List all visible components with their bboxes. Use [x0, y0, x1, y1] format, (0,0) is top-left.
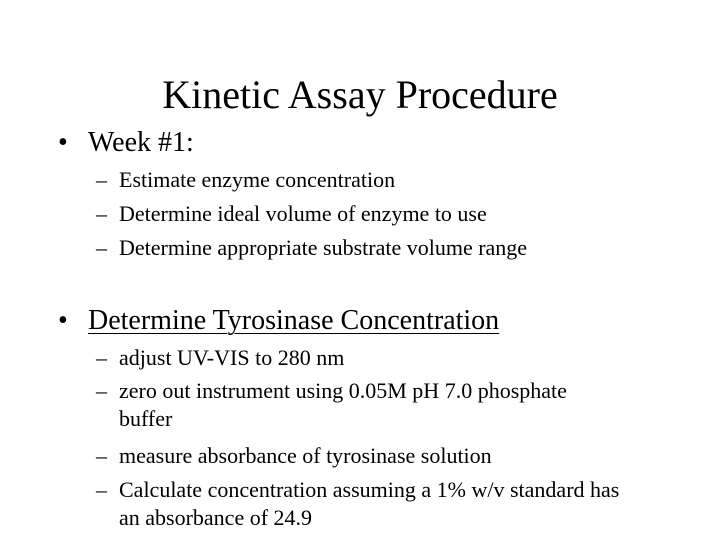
sub-item — [96, 442, 639, 470]
sub-item-text: measure absorbance of tyrosinase solution — [119, 443, 492, 468]
dash-marker: – — [96, 378, 107, 403]
bullet-marker: • — [58, 127, 68, 158]
bullet-week-1 — [58, 127, 194, 159]
dash-marker: – — [96, 345, 107, 370]
dash-marker: – — [96, 167, 107, 192]
sub-item — [96, 166, 639, 194]
sub-item — [96, 200, 639, 228]
dash-marker: – — [96, 201, 107, 226]
sub-item-text: Determine appropriate substrate volume range — [119, 235, 528, 260]
sub-item-text: Estimate enzyme concentration — [119, 167, 396, 192]
bullet-heading: Week #1: — [88, 127, 194, 158]
sub-item — [96, 476, 639, 532]
sub-item-text: Calculate concentration assuming a 1% w/v standard has an absorbance of 24.9 — [119, 477, 620, 530]
bullet-heading: Determine Tyrosinase Concentration — [88, 305, 500, 336]
sub-item-text: Determine ideal volume of enzyme to use — [119, 201, 487, 226]
dash-marker: – — [96, 443, 107, 468]
sub-item-text: adjust UV-VIS to 280 nm — [119, 345, 345, 370]
sub-item — [96, 377, 619, 433]
slide-title: Kinetic Assay Procedure — [162, 72, 558, 117]
sub-item — [96, 344, 639, 372]
dash-marker: – — [96, 477, 107, 502]
bullet-marker: • — [58, 305, 68, 336]
sub-item — [96, 234, 639, 262]
sub-item-text: zero out instrument using 0.05M pH 7.0 phosphate buffer — [119, 378, 567, 431]
bullet-tyrosinase-concentration — [58, 305, 499, 337]
dash-marker: – — [96, 235, 107, 260]
